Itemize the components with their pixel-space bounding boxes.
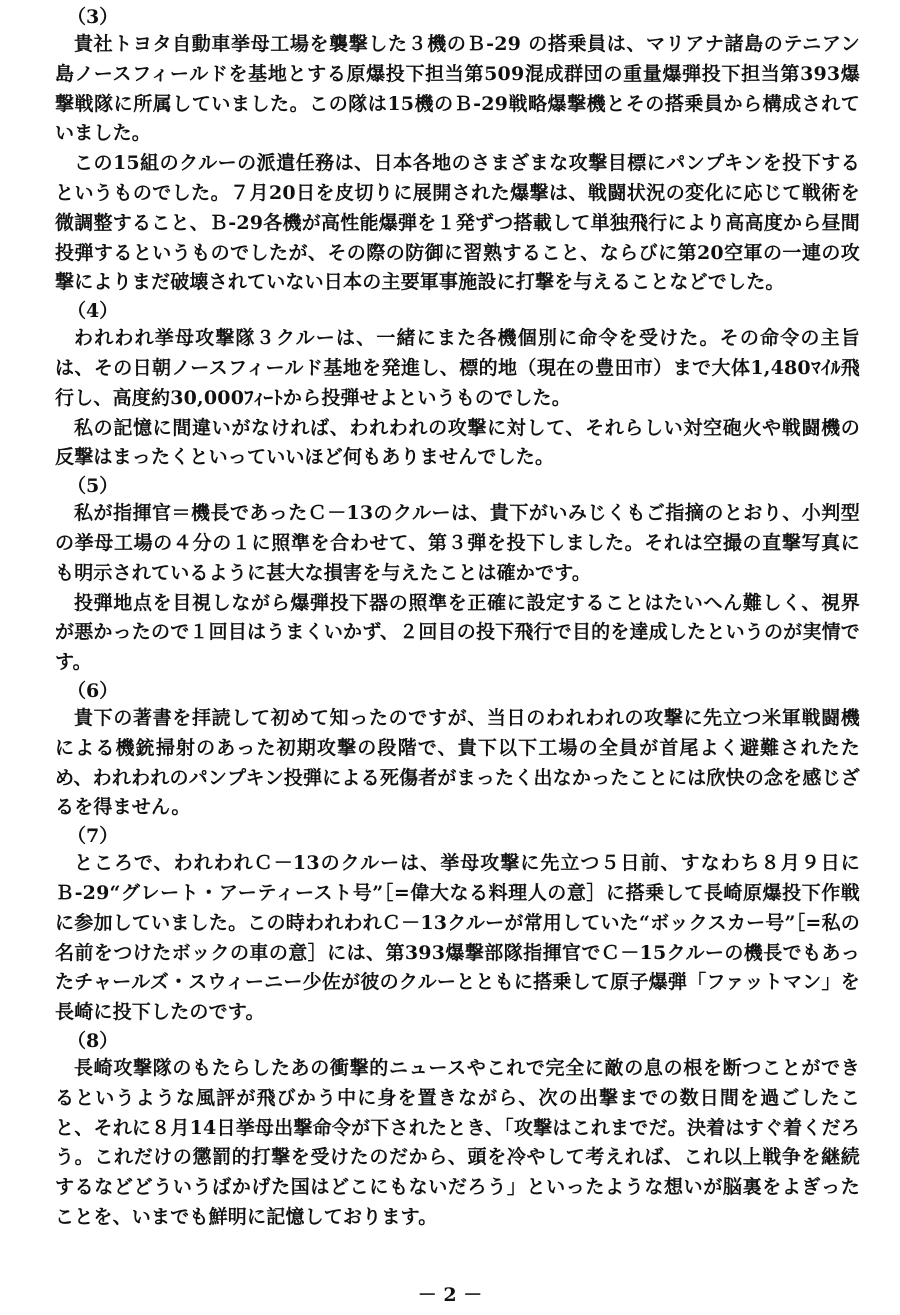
section-number: （8） <box>67 1029 119 1052</box>
section-number: （6） <box>67 679 119 702</box>
paragraph: 投弾地点を目視しながら爆弾投下器の照準を正確に設定することはたいへん難しく、視界が悪かったので１回目はうまくいかず、２回目の投下飛行で目的を達成したというのが実情です。 <box>55 591 860 674</box>
paragraph: われわれ挙母攻撃隊３クルーは、一緒にまた各機個別に命令を受けた。その命令の主旨は、その日朝ノースフィールド基地を発進し、標的地（現在の豊田市）まで大体1,480ﾏｲﾙ飛行し、高度約30,000ﾌｨｰﾄから投弾せよというものでした。 <box>55 327 860 409</box>
section-7 <box>55 823 860 1028</box>
section-6 <box>55 678 860 823</box>
paragraph: この15組のクルーの派遣任務は、日本各地のさまざまな攻撃目標にパンプキンを投下するというものでした。７月20日を皮切りに展開された爆撃は、戦闘状況の変化に応じて戦術を微調整すること、Ｂ-29各機が高性能爆弾を１発ずつ搭載して単独飛行により高高度から昼間投弾するというものでしたが、その際の防御に習熟すること、ならびに第20空軍の一連の攻撃によりまだ破壊されていない日本の主要軍事施設に打撃を与えることなどでした。 <box>55 152 860 294</box>
page-number: － 2 － <box>417 1284 483 1306</box>
paragraph: 私の記憶に間違いがなければ、われわれの攻撃に対して、それらしい対空砲火や戦闘機の反撃はまったくといっていいほど何もありませんでした。 <box>55 416 860 469</box>
section-8 <box>55 1028 860 1233</box>
paragraph: 貴社トヨタ自動車挙母工場を襲撃した３機のＢ-29 の搭乗員は、マリアナ諸島のテニアン島ノースフィールドを基地とする原爆投下担当第509混成群団の重量爆弾投下担当第393爆撃戦隊に所属していました。この隊は15機のＢ-29戦略爆撃機とその搭乗員から構成されていました。 <box>55 33 860 145</box>
paragraph: 私が指揮官＝機長であったＣ－13のクルーは、貴下がいみじくもご指摘のとおり、小判型の挙母工場の４分の１に照準を合わせて、第３弾を投下しました。それは空撮の直撃写真にも明示されているように甚大な損害を与えたことは確かです。 <box>55 502 860 584</box>
section-number: （3） <box>67 6 119 28</box>
paragraph: 貴下の著書を拝読して初めて知ったのですが、当日のわれわれの攻撃に先立つ米軍戦闘機による機銃掃射のあった初期攻撃の段階で、貴下以下工場の全員が首尾よく避難されたため、われわれのパンプキン投弾による死傷者がまったく出なかったことには欣快の念を感じざるを得ません。 <box>55 706 860 819</box>
document-page <box>55 4 860 1304</box>
section-5 <box>55 473 860 678</box>
section-4 <box>55 298 860 473</box>
paragraph: ところで、われわれＣ－13のクルーは、挙母攻撃に先立つ５日前、すなわち８月９日にＢ-29“グレート・アーティースト号”［=偉大なる料理人の意］に搭乗して長崎原爆投下作戦に参加していました。この時われわれＣ－13クルーが常用していた“ボックスカー号”［=私の名前をつけたボックの車の意］には、第393爆撃部隊指揮官でＣ－15クルーの機長でもあったチャールズ・スウィーニー少佐が彼のクルーとともに搭乗して原子爆弾「ファットマン」を長崎に投下したのです。 <box>55 852 860 1024</box>
section-number: （5） <box>67 475 119 498</box>
section-number: （7） <box>67 825 119 848</box>
section-3 <box>55 4 860 298</box>
section-number: （4） <box>67 300 119 323</box>
paragraph: 長崎攻撃隊のもたらしたあの衝撃的ニュースやこれで完全に敵の息の根を断つことができるというような風評が飛びかう中に身を置きながら、次の出撃までの数日間を過ごしたこと、それに８月14日挙母出撃命令が下されたとき、「攻撃はこれまでだ。決着はすぐ着くだろう。これだけの懲罰的打撃を受けたのだから、頭を冷やして考えれば、これ以上戦争を継続するなどどういうばかげた国はどこにもないだろう」といったような想いが脳裏をよぎったことを、いまでも鮮明に記憶しております。 <box>55 1056 860 1228</box>
